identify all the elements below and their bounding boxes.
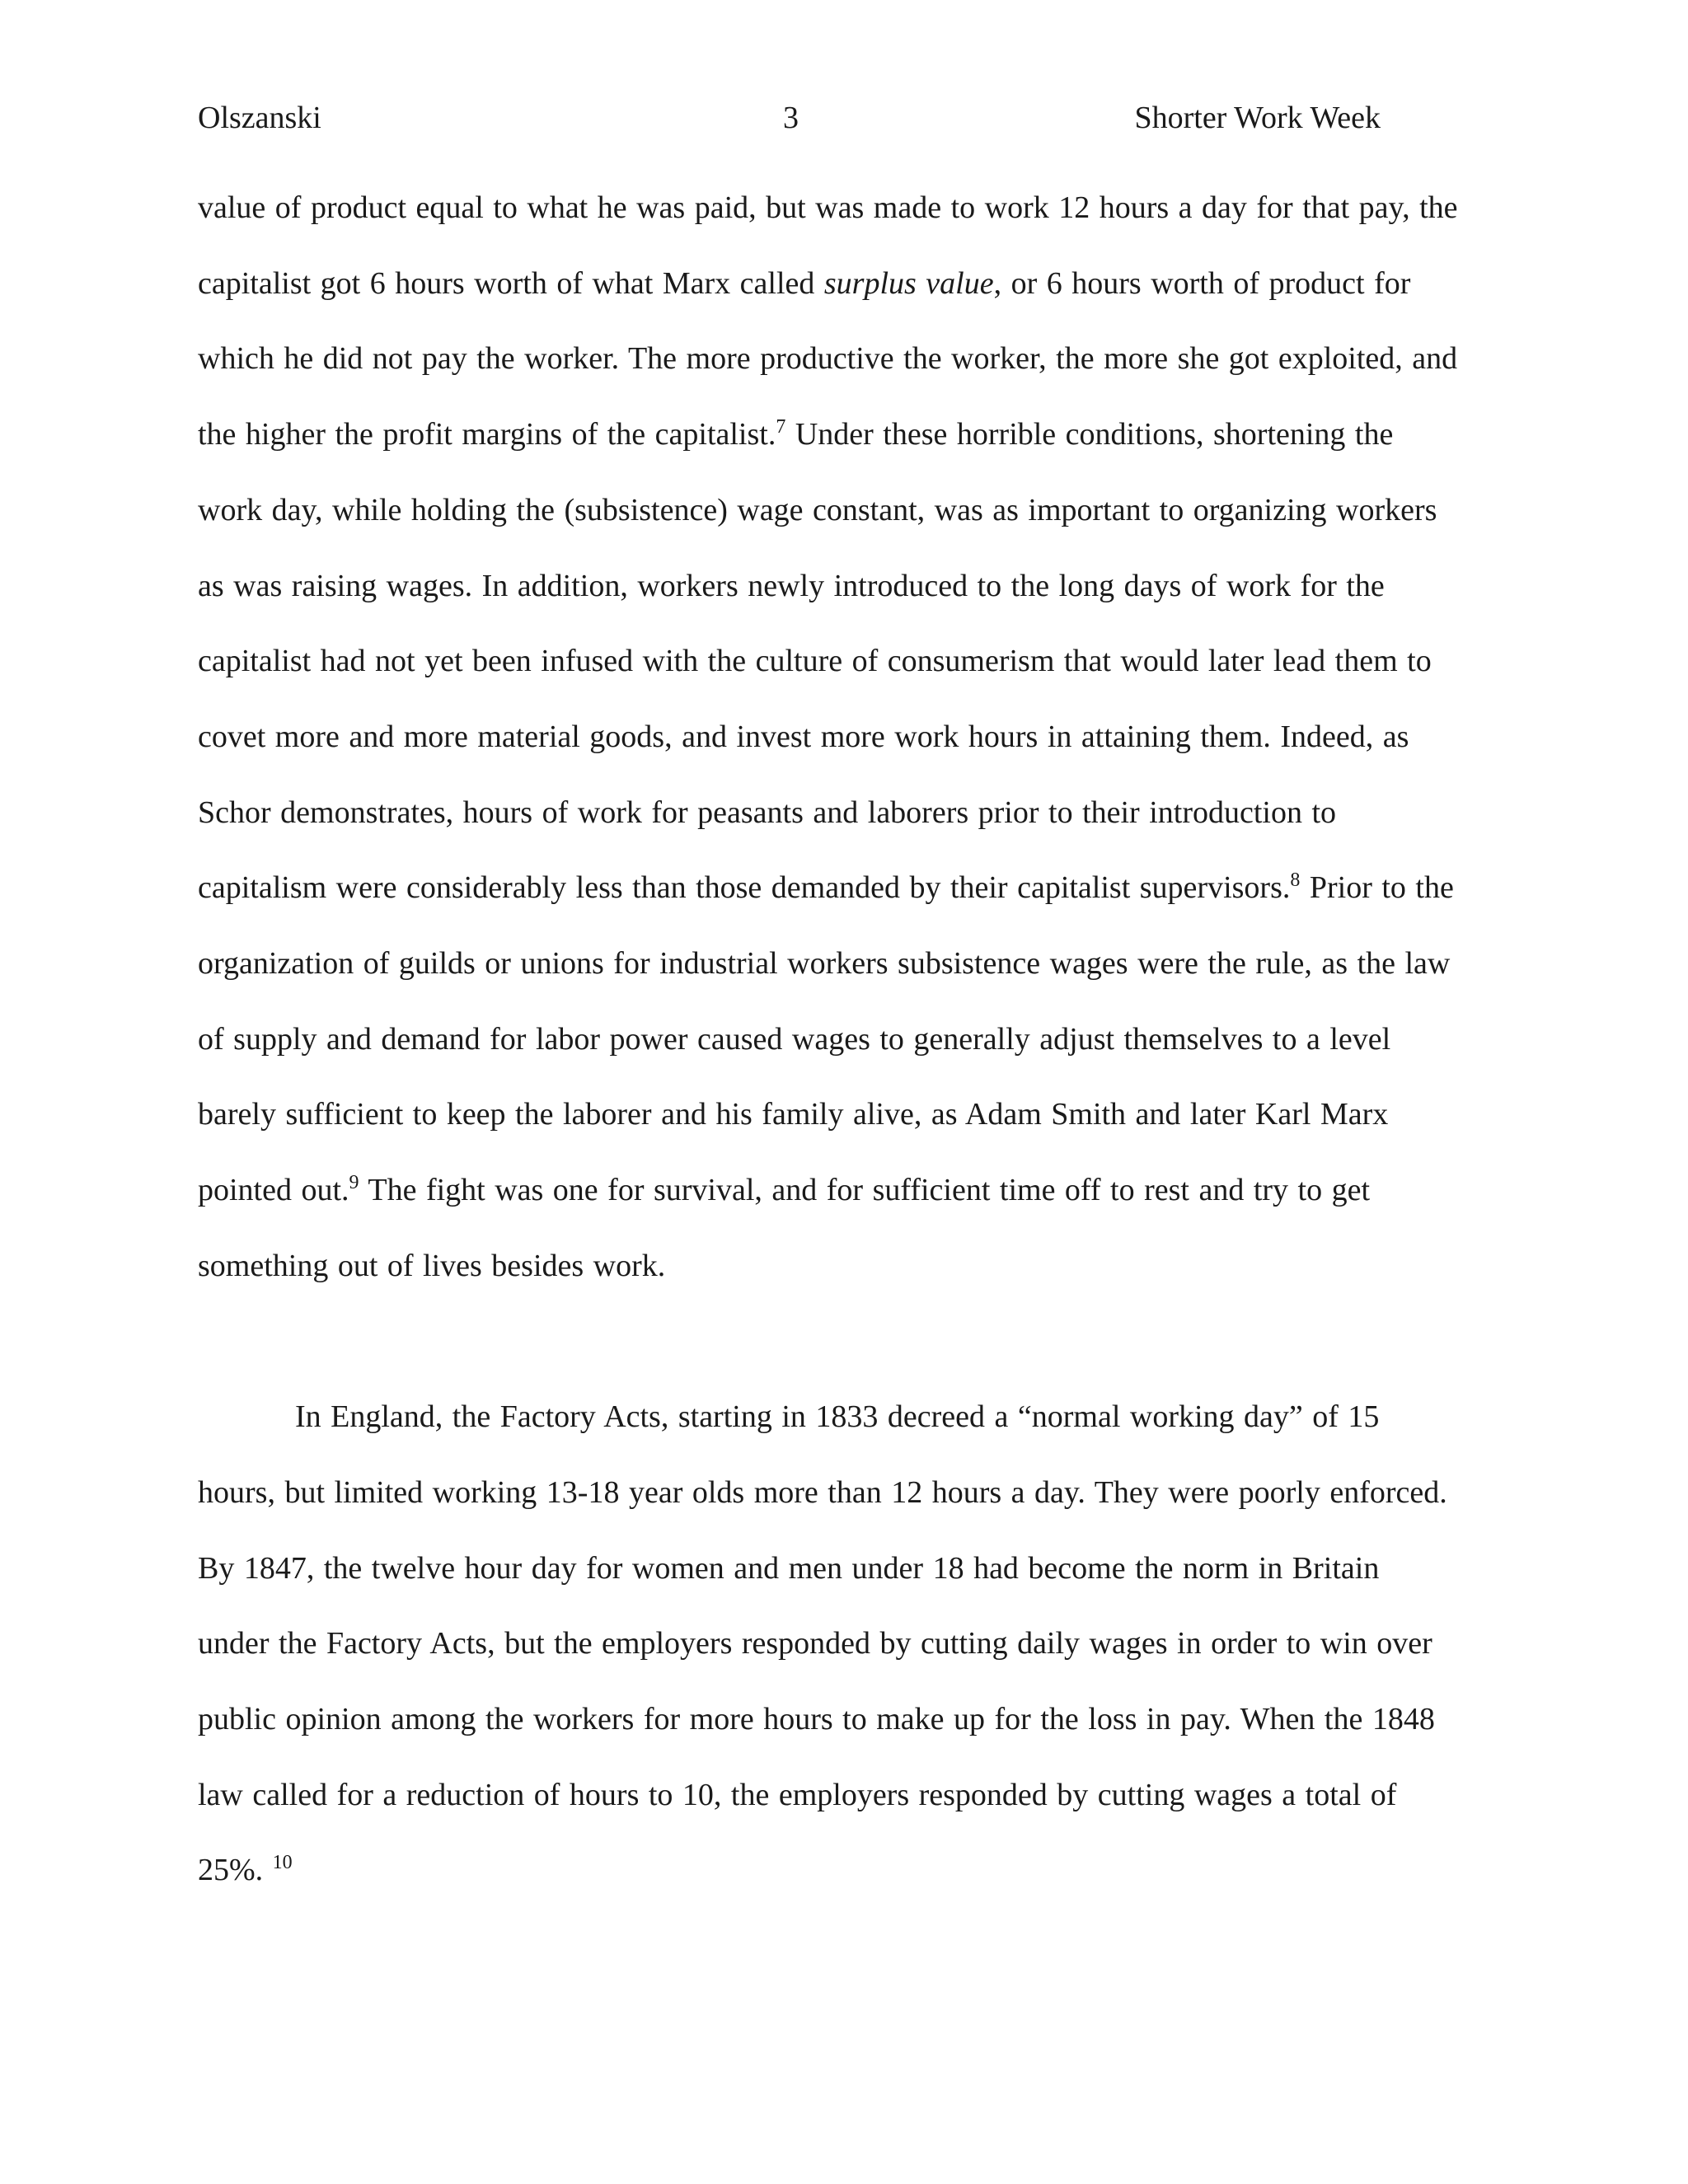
paragraph-text: value of product equal to what he was paid, but was made to work 12 hours a day for that pay, the capitalist got 6 hours worth of what Marx called bbox=[198, 190, 1458, 301]
running-header bbox=[198, 97, 1381, 138]
paragraph-text: Under these horrible conditions, shortening the work day, while holding the (subsistence) wage constant, was as important to organizing workers as was raising wages. In addition, workers newly introduced to the long days of work for the capitalist had not yet been infused with the culture of consumerism that would later lead them to covet more and more material goods, and invest more work hours in attaining them. Indeed, as Schor demonstrates, hours of work for peasants and laborers prior to their introduction to capitalism were considerably less than those demanded by their capitalist supervisors. bbox=[198, 417, 1437, 906]
footnote-marker: 9 bbox=[349, 1172, 359, 1194]
paragraph-text: Prior to the organization of guilds or unions for industrial workers subsistence wages were the rule, as the law of supply and demand for labor power caused wages to generally adjust themselves to a level barely sufficient to keep the laborer and his family alive, as Adam Smith and later Karl Marx pointed out. bbox=[198, 870, 1454, 1208]
paragraph bbox=[198, 171, 1459, 1305]
footnote-marker: 7 bbox=[776, 416, 786, 438]
paragraph-text: In England, the Factory Acts, starting in 1833 decreed a “normal working day” of 15 hours, but limited working 13-18 year olds more than 12 hours a day. They were poorly enforced. By 1847, the twelve hour day for women and men under 18 had become the norm in Britain under the Factory Acts, but the employers responded by cutting daily wages in order to win over public opinion among the workers for more hours to make up for the loss in pay. When the 1848 law called for a reduction of hours to 10, the employers responded by cutting wages a total of 25%. bbox=[198, 1399, 1447, 1888]
header-author: Olszanski bbox=[198, 101, 321, 135]
footnote-marker: 8 bbox=[1290, 869, 1301, 892]
body-text bbox=[198, 171, 1459, 1909]
footnote-marker: 10 bbox=[272, 1852, 293, 1874]
page-number: 3 bbox=[783, 101, 799, 135]
paragraph-text: , or 6 hours worth of product for which he did not pay the worker. The more productive the worker, the more she got exploited, and the higher the profit margins of the capitalist. bbox=[198, 265, 1458, 452]
header-running-title: Shorter Work Week bbox=[1134, 101, 1381, 135]
emphasis-term: surplus value bbox=[823, 265, 994, 301]
paragraph bbox=[198, 1380, 1459, 1909]
paragraph-text: The fight was one for survival, and for sufficient time off to rest and try to get something out of lives besides work. bbox=[198, 1173, 1371, 1283]
